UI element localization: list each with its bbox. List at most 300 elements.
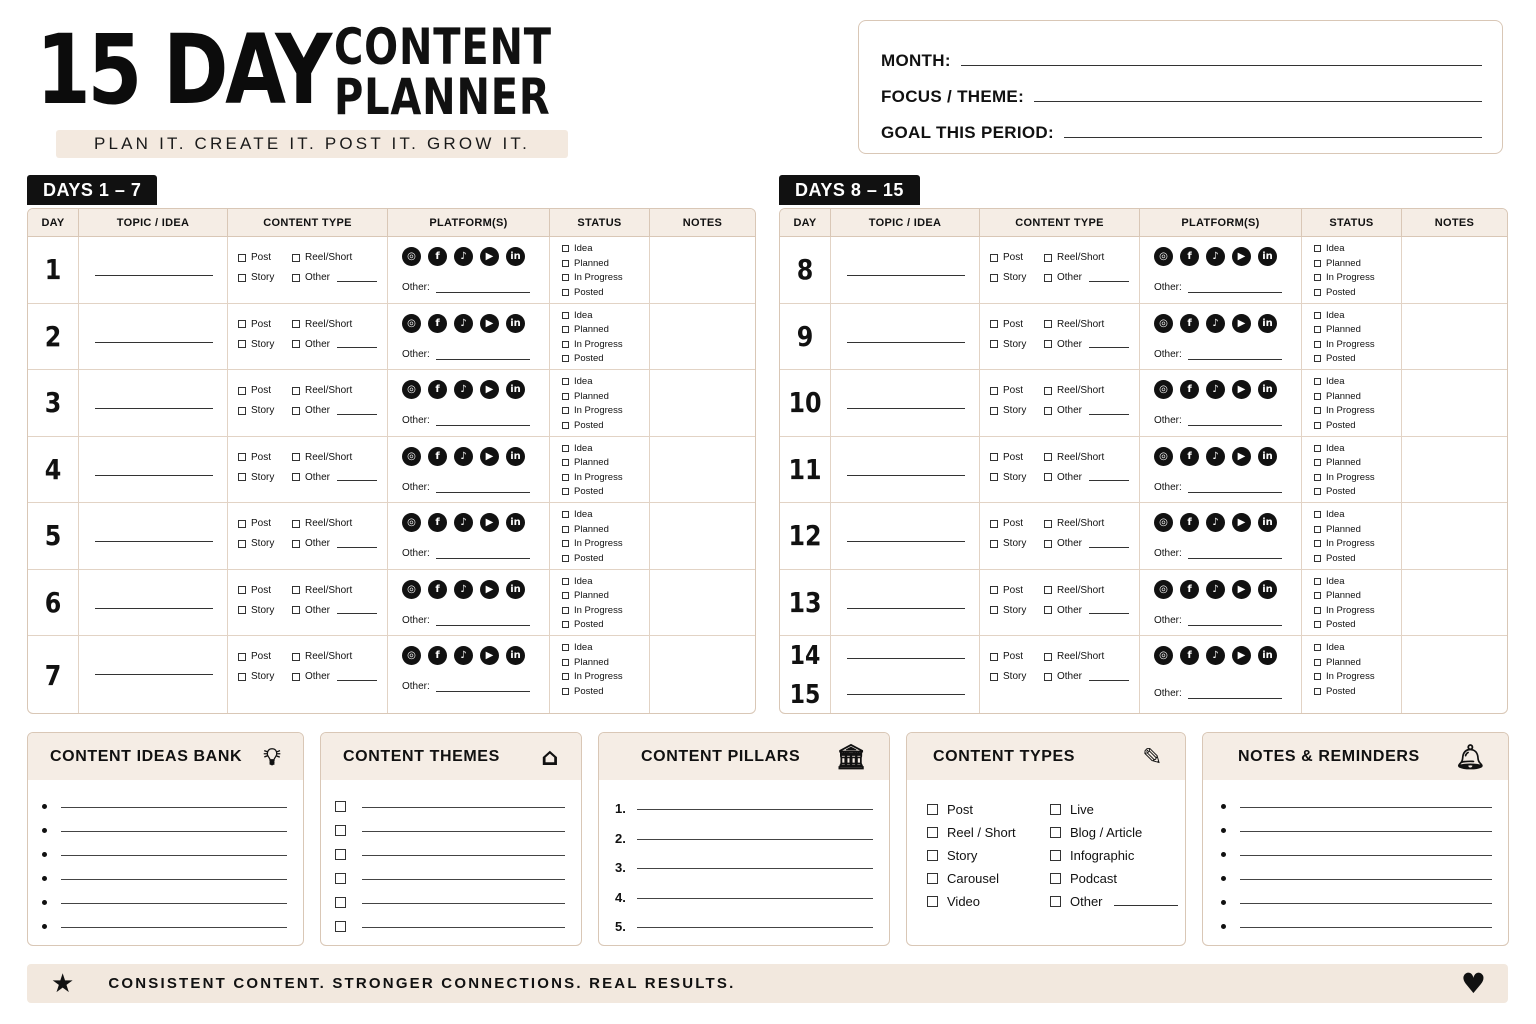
list-item[interactable] (42, 866, 287, 890)
checkbox[interactable] (1044, 340, 1052, 348)
type-checkbox[interactable] (292, 319, 387, 330)
type-checkbox[interactable] (990, 671, 1044, 682)
other-line[interactable] (1089, 340, 1129, 348)
checkbox[interactable] (562, 474, 569, 481)
platform-other[interactable] (1154, 282, 1282, 293)
tiktok-icon[interactable]: ♪ (454, 447, 473, 466)
checkbox[interactable] (1314, 422, 1321, 429)
type-checkbox[interactable] (292, 585, 387, 596)
month-field[interactable]: MONTH: (881, 35, 1482, 71)
topic-cell[interactable] (831, 570, 980, 636)
checkbox[interactable] (562, 644, 569, 651)
other-line[interactable] (337, 340, 377, 348)
tiktok-icon[interactable]: ♪ (454, 513, 473, 532)
other-line[interactable] (436, 684, 530, 692)
write-line[interactable] (1240, 927, 1492, 928)
type-checkbox[interactable] (1044, 585, 1139, 596)
status-checkbox[interactable] (562, 258, 649, 269)
type-checkbox[interactable] (1044, 272, 1139, 283)
instagram-icon[interactable]: ◎ (402, 580, 421, 599)
status-checkbox[interactable] (562, 353, 649, 364)
topic-cell[interactable] (79, 370, 228, 436)
pillar-row[interactable] (615, 912, 873, 942)
type-checkbox[interactable] (990, 651, 1044, 662)
write-line[interactable] (61, 903, 287, 904)
facebook-icon[interactable]: f (1180, 314, 1199, 333)
list-item[interactable] (42, 890, 287, 914)
status-checkbox[interactable] (1314, 671, 1401, 682)
list-item[interactable] (335, 842, 565, 866)
youtube-icon[interactable]: ▶ (1232, 380, 1251, 399)
type-checkbox[interactable] (292, 272, 387, 283)
youtube-icon[interactable]: ▶ (1232, 580, 1251, 599)
checkbox[interactable] (292, 340, 300, 348)
type-checkbox[interactable] (990, 538, 1044, 549)
other-line[interactable] (436, 485, 530, 493)
tiktok-icon[interactable]: ♪ (1206, 447, 1225, 466)
status-checkbox[interactable] (562, 443, 649, 454)
checkbox[interactable] (1050, 896, 1061, 907)
status-checkbox[interactable] (562, 590, 649, 601)
other-line[interactable] (436, 352, 530, 360)
list-item[interactable] (1221, 866, 1492, 890)
list-item[interactable] (335, 818, 565, 842)
checkbox[interactable] (1314, 459, 1321, 466)
content-type-option[interactable] (927, 848, 1050, 863)
status-checkbox[interactable] (562, 376, 649, 387)
checkbox[interactable] (562, 526, 569, 533)
instagram-icon[interactable]: ◎ (1154, 646, 1173, 665)
status-checkbox[interactable] (1314, 310, 1401, 321)
status-checkbox[interactable] (562, 457, 649, 468)
notes-cell[interactable] (1402, 304, 1507, 370)
content-type-option[interactable] (1050, 825, 1185, 840)
platform-other[interactable] (1154, 615, 1282, 626)
facebook-icon[interactable]: f (428, 580, 447, 599)
status-checkbox[interactable] (1314, 472, 1401, 483)
tiktok-icon[interactable]: ♪ (1206, 580, 1225, 599)
type-checkbox[interactable] (990, 605, 1044, 616)
linkedin-icon[interactable]: in (1258, 580, 1277, 599)
type-checkbox[interactable] (990, 472, 1044, 483)
other-line[interactable] (1089, 473, 1129, 481)
checkbox[interactable] (990, 606, 998, 614)
type-checkbox[interactable] (292, 385, 387, 396)
type-checkbox[interactable] (238, 538, 292, 549)
status-checkbox[interactable] (562, 553, 649, 564)
checkbox[interactable] (1314, 474, 1321, 481)
type-checkbox[interactable] (292, 671, 387, 682)
tiktok-icon[interactable]: ♪ (1206, 247, 1225, 266)
tiktok-icon[interactable]: ♪ (454, 380, 473, 399)
pillar-row[interactable] (615, 824, 873, 854)
content-type-option[interactable] (927, 871, 1050, 886)
topic-line[interactable] (847, 342, 965, 343)
type-checkbox[interactable] (292, 472, 387, 483)
checkbox[interactable] (1314, 260, 1321, 267)
type-checkbox[interactable] (238, 605, 292, 616)
topic-line[interactable] (847, 408, 965, 409)
checkbox[interactable] (562, 274, 569, 281)
checkbox[interactable] (238, 540, 246, 548)
checkbox[interactable] (1050, 873, 1061, 884)
checkbox[interactable] (927, 850, 938, 861)
checkbox[interactable] (1314, 341, 1321, 348)
platform-other[interactable] (402, 615, 530, 626)
checkbox[interactable] (562, 459, 569, 466)
content-type-option[interactable] (927, 802, 1050, 817)
type-checkbox[interactable] (990, 319, 1044, 330)
other-line[interactable] (1188, 352, 1282, 360)
checkbox[interactable] (927, 827, 938, 838)
topic-line[interactable] (95, 408, 213, 409)
write-line[interactable] (1240, 855, 1492, 856)
tiktok-icon[interactable]: ♪ (454, 314, 473, 333)
checkbox[interactable] (1044, 540, 1052, 548)
facebook-icon[interactable]: f (428, 380, 447, 399)
topic-line[interactable] (95, 275, 213, 276)
checkbox[interactable] (1314, 526, 1321, 533)
checkbox[interactable] (292, 586, 300, 594)
checkbox[interactable] (927, 896, 938, 907)
checkbox[interactable] (562, 607, 569, 614)
other-line[interactable] (1188, 418, 1282, 426)
status-checkbox[interactable] (1314, 405, 1401, 416)
topic-cell[interactable] (79, 503, 228, 569)
write-line[interactable] (61, 879, 287, 880)
checkbox[interactable] (335, 897, 346, 908)
write-line[interactable] (637, 898, 873, 899)
topic-cell[interactable] (831, 370, 980, 436)
tiktok-icon[interactable]: ♪ (1206, 646, 1225, 665)
instagram-icon[interactable]: ◎ (402, 247, 421, 266)
write-line[interactable] (637, 868, 873, 869)
status-checkbox[interactable] (562, 391, 649, 402)
linkedin-icon[interactable]: in (506, 646, 525, 665)
status-checkbox[interactable] (1314, 657, 1401, 668)
facebook-icon[interactable]: f (1180, 513, 1199, 532)
topic-cell[interactable] (831, 304, 980, 370)
notes-cell[interactable] (1402, 437, 1507, 503)
checkbox[interactable] (238, 473, 246, 481)
checkbox[interactable] (292, 407, 300, 415)
linkedin-icon[interactable]: in (1258, 513, 1277, 532)
linkedin-icon[interactable]: in (1258, 247, 1277, 266)
status-checkbox[interactable] (562, 605, 649, 616)
status-checkbox[interactable] (562, 686, 649, 697)
instagram-icon[interactable]: ◎ (1154, 380, 1173, 399)
content-type-option[interactable] (1050, 848, 1185, 863)
checkbox[interactable] (562, 688, 569, 695)
checkbox[interactable] (562, 407, 569, 414)
checkbox[interactable] (292, 453, 300, 461)
status-checkbox[interactable] (1314, 538, 1401, 549)
checkbox[interactable] (1050, 827, 1061, 838)
tiktok-icon[interactable]: ♪ (1206, 314, 1225, 333)
write-line[interactable] (362, 903, 565, 904)
youtube-icon[interactable]: ▶ (1232, 447, 1251, 466)
facebook-icon[interactable]: f (1180, 247, 1199, 266)
checkbox[interactable] (1314, 312, 1321, 319)
checkbox[interactable] (1044, 586, 1052, 594)
checkbox[interactable] (1314, 326, 1321, 333)
write-line[interactable] (61, 855, 287, 856)
status-checkbox[interactable] (1314, 258, 1401, 269)
type-checkbox[interactable] (1044, 518, 1139, 529)
checkbox[interactable] (238, 673, 246, 681)
type-checkbox[interactable] (238, 252, 292, 263)
checkbox[interactable] (1314, 245, 1321, 252)
platform-other[interactable] (402, 415, 530, 426)
write-line[interactable] (362, 879, 565, 880)
status-checkbox[interactable] (562, 538, 649, 549)
checkbox[interactable] (990, 320, 998, 328)
checkbox[interactable] (292, 254, 300, 262)
type-checkbox[interactable] (238, 272, 292, 283)
checkbox[interactable] (990, 387, 998, 395)
instagram-icon[interactable]: ◎ (1154, 314, 1173, 333)
checkbox[interactable] (1314, 555, 1321, 562)
checkbox[interactable] (990, 540, 998, 548)
tiktok-icon[interactable]: ♪ (454, 247, 473, 266)
status-checkbox[interactable] (562, 486, 649, 497)
topic-cell[interactable] (79, 636, 228, 714)
checkbox[interactable] (1044, 254, 1052, 262)
instagram-icon[interactable]: ◎ (402, 646, 421, 665)
write-line[interactable] (1240, 903, 1492, 904)
checkbox[interactable] (562, 621, 569, 628)
focus-theme-field[interactable]: FOCUS / THEME: (881, 71, 1482, 107)
checkbox[interactable] (562, 555, 569, 562)
write-line[interactable] (61, 927, 287, 928)
other-line[interactable] (1188, 618, 1282, 626)
other-line[interactable] (337, 274, 377, 282)
topic-line[interactable] (95, 541, 213, 542)
type-checkbox[interactable] (238, 319, 292, 330)
write-line[interactable] (61, 831, 287, 832)
youtube-icon[interactable]: ▶ (480, 247, 499, 266)
platform-other[interactable] (1154, 688, 1282, 699)
checkbox[interactable] (562, 659, 569, 666)
checkbox[interactable] (927, 804, 938, 815)
other-line[interactable] (1114, 898, 1178, 906)
other-line[interactable] (1089, 673, 1129, 681)
list-item[interactable] (335, 866, 565, 890)
tiktok-icon[interactable]: ♪ (1206, 380, 1225, 399)
facebook-icon[interactable]: f (1180, 646, 1199, 665)
list-item[interactable] (42, 818, 287, 842)
write-line[interactable] (61, 807, 287, 808)
list-item[interactable] (335, 794, 565, 818)
status-checkbox[interactable] (562, 310, 649, 321)
checkbox[interactable] (562, 511, 569, 518)
list-item[interactable] (42, 842, 287, 866)
list-item[interactable] (1221, 890, 1492, 914)
checkbox[interactable] (562, 260, 569, 267)
topic-cell[interactable] (831, 636, 980, 714)
checkbox[interactable] (238, 520, 246, 528)
type-checkbox[interactable] (238, 651, 292, 662)
checkbox[interactable] (1314, 592, 1321, 599)
checkbox[interactable] (1044, 473, 1052, 481)
checkbox[interactable] (1044, 520, 1052, 528)
other-line[interactable] (436, 618, 530, 626)
goal-field[interactable]: GOAL THIS PERIOD: (881, 107, 1482, 143)
checkbox[interactable] (1044, 653, 1052, 661)
platform-other[interactable] (1154, 482, 1282, 493)
topic-line[interactable] (95, 475, 213, 476)
list-item[interactable] (42, 914, 287, 938)
status-checkbox[interactable] (1314, 524, 1401, 535)
type-checkbox[interactable] (1044, 252, 1139, 263)
instagram-icon[interactable]: ◎ (402, 314, 421, 333)
checkbox[interactable] (990, 254, 998, 262)
checkbox[interactable] (562, 540, 569, 547)
notes-cell[interactable] (650, 570, 755, 636)
status-checkbox[interactable] (1314, 590, 1401, 601)
type-checkbox[interactable] (238, 385, 292, 396)
notes-cell[interactable] (1402, 370, 1507, 436)
instagram-icon[interactable]: ◎ (402, 447, 421, 466)
type-checkbox[interactable] (1044, 385, 1139, 396)
content-type-option[interactable] (1050, 871, 1185, 886)
facebook-icon[interactable]: f (1180, 380, 1199, 399)
other-line[interactable] (436, 418, 530, 426)
other-line[interactable] (337, 673, 377, 681)
checkbox[interactable] (1314, 355, 1321, 362)
checkbox[interactable] (292, 473, 300, 481)
checkbox[interactable] (1044, 387, 1052, 395)
platform-other[interactable] (402, 548, 530, 559)
status-checkbox[interactable] (1314, 272, 1401, 283)
checkbox[interactable] (1314, 445, 1321, 452)
content-type-option[interactable] (1050, 802, 1185, 817)
write-line[interactable] (362, 855, 565, 856)
type-checkbox[interactable] (292, 339, 387, 350)
platform-other[interactable] (402, 681, 530, 692)
instagram-icon[interactable]: ◎ (402, 513, 421, 532)
checkbox[interactable] (1314, 659, 1321, 666)
type-checkbox[interactable] (238, 472, 292, 483)
instagram-icon[interactable]: ◎ (1154, 247, 1173, 266)
linkedin-icon[interactable]: in (1258, 380, 1277, 399)
youtube-icon[interactable]: ▶ (480, 646, 499, 665)
topic-line[interactable] (847, 608, 965, 609)
checkbox[interactable] (292, 673, 300, 681)
status-checkbox[interactable] (562, 619, 649, 630)
youtube-icon[interactable]: ▶ (480, 380, 499, 399)
type-checkbox[interactable] (238, 585, 292, 596)
checkbox[interactable] (562, 488, 569, 495)
status-checkbox[interactable] (1314, 353, 1401, 364)
checkbox[interactable] (1314, 607, 1321, 614)
other-line[interactable] (337, 407, 377, 415)
type-checkbox[interactable] (990, 405, 1044, 416)
checkbox[interactable] (238, 254, 246, 262)
topic-line[interactable] (847, 275, 965, 276)
youtube-icon[interactable]: ▶ (480, 447, 499, 466)
status-checkbox[interactable] (1314, 339, 1401, 350)
type-checkbox[interactable] (990, 452, 1044, 463)
pillar-row[interactable] (615, 883, 873, 913)
checkbox[interactable] (1314, 393, 1321, 400)
checkbox[interactable] (990, 586, 998, 594)
write-line[interactable] (362, 927, 565, 928)
status-checkbox[interactable] (562, 524, 649, 535)
checkbox[interactable] (990, 653, 998, 661)
status-checkbox[interactable] (1314, 324, 1401, 335)
checkbox[interactable] (562, 673, 569, 680)
type-checkbox[interactable] (1044, 405, 1139, 416)
checkbox[interactable] (990, 473, 998, 481)
type-checkbox[interactable] (1044, 319, 1139, 330)
type-checkbox[interactable] (990, 585, 1044, 596)
type-checkbox[interactable] (990, 272, 1044, 283)
linkedin-icon[interactable]: in (506, 447, 525, 466)
linkedin-icon[interactable]: in (506, 247, 525, 266)
content-type-option[interactable] (927, 894, 1050, 909)
status-checkbox[interactable] (562, 472, 649, 483)
checkbox[interactable] (562, 245, 569, 252)
type-checkbox[interactable] (990, 385, 1044, 396)
checkbox[interactable] (562, 312, 569, 319)
notes-cell[interactable] (650, 370, 755, 436)
checkbox[interactable] (292, 320, 300, 328)
status-checkbox[interactable] (562, 272, 649, 283)
other-line[interactable] (1089, 274, 1129, 282)
status-checkbox[interactable] (562, 339, 649, 350)
topic-line[interactable] (847, 541, 965, 542)
instagram-icon[interactable]: ◎ (1154, 580, 1173, 599)
checkbox[interactable] (990, 274, 998, 282)
pillar-row[interactable] (615, 853, 873, 883)
write-line[interactable] (1240, 807, 1492, 808)
status-checkbox[interactable] (1314, 287, 1401, 298)
linkedin-icon[interactable]: in (1258, 447, 1277, 466)
notes-cell[interactable] (1402, 636, 1507, 714)
status-checkbox[interactable] (1314, 243, 1401, 254)
linkedin-icon[interactable]: in (1258, 646, 1277, 665)
checkbox[interactable] (238, 606, 246, 614)
status-checkbox[interactable] (562, 243, 649, 254)
type-checkbox[interactable] (1044, 339, 1139, 350)
topic-line[interactable] (95, 608, 213, 609)
checkbox[interactable] (1314, 378, 1321, 385)
topic-cell[interactable] (79, 570, 228, 636)
type-checkbox[interactable] (1044, 538, 1139, 549)
youtube-icon[interactable]: ▶ (1232, 314, 1251, 333)
checkbox[interactable] (1314, 407, 1321, 414)
pillar-row[interactable] (615, 794, 873, 824)
other-line[interactable] (337, 473, 377, 481)
linkedin-icon[interactable]: in (506, 380, 525, 399)
checkbox[interactable] (1314, 274, 1321, 281)
checkbox[interactable] (562, 592, 569, 599)
checkbox[interactable] (335, 921, 346, 932)
checkbox[interactable] (1314, 644, 1321, 651)
topic-cell[interactable] (79, 237, 228, 303)
checkbox[interactable] (335, 801, 346, 812)
status-checkbox[interactable] (1314, 642, 1401, 653)
type-checkbox[interactable] (1044, 651, 1139, 662)
topic-cell[interactable] (79, 437, 228, 503)
checkbox[interactable] (562, 393, 569, 400)
platform-other[interactable] (1154, 349, 1282, 360)
notes-cell[interactable] (1402, 570, 1507, 636)
checkbox[interactable] (562, 341, 569, 348)
list-item[interactable] (335, 890, 565, 914)
youtube-icon[interactable]: ▶ (480, 314, 499, 333)
